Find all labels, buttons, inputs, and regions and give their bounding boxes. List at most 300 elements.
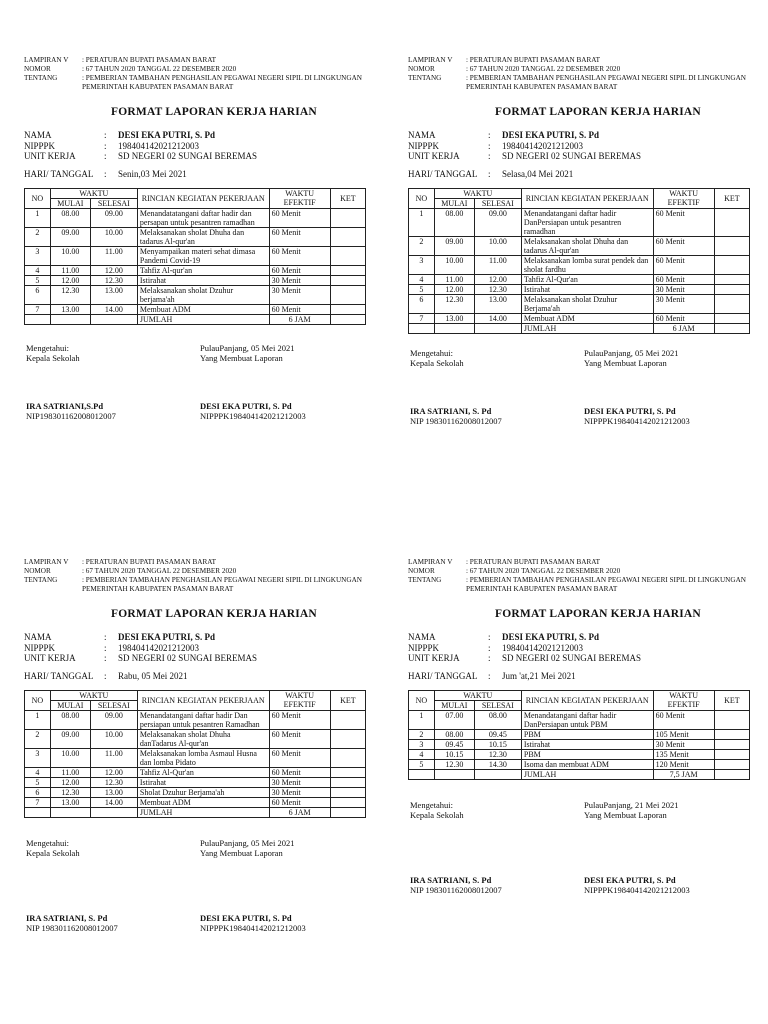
cell-ket: [330, 285, 365, 304]
th-rincian: RINCIAN KEGIATAN PEKERJAAN: [137, 690, 269, 710]
cell-selesai: 14.00: [90, 304, 137, 314]
identity-block: [24, 632, 384, 664]
cell-mulai: 13.00: [50, 797, 90, 807]
cell-blank: [50, 314, 90, 324]
jumlah-label: JUMLAH: [137, 807, 269, 817]
cell-kegiatan: Membuat ADM: [137, 797, 269, 807]
kepsek-name: IRA SATRIANI, S. Pd: [410, 405, 492, 416]
lampiran-value: : PERATURAN BUPATI PASAMAN BARAT: [466, 56, 601, 64]
colon: :: [488, 151, 491, 161]
th-rincian: RINCIAN KEGIATAN PEKERJAAN: [137, 188, 269, 208]
cell-mulai: 11.00: [50, 767, 90, 777]
cell-mulai: 12.00: [50, 275, 90, 285]
th-mulai: MULAI: [434, 198, 474, 208]
identity-block: [408, 130, 768, 162]
hari-label: HARI/ TANGGAL: [408, 670, 478, 681]
place-date: PulauPanjang, 05 Mei 2021: [200, 837, 295, 848]
cell-selesai: 09.45: [474, 729, 521, 739]
cell-selesai: 12.30: [90, 777, 137, 787]
cell-kegiatan: Menandatatangani daftar hadir dan persapan untuk pesantren ramadhan: [137, 208, 269, 227]
colon: :: [104, 642, 107, 653]
table-row: [25, 777, 366, 787]
jumlah-value: 6 JAM: [269, 807, 330, 817]
cell-kegiatan: Melaksanakan sholat Dhuha dan tadarus Al-qur'an: [521, 236, 653, 255]
th-rincian: RINCIAN KEGIATAN PEKERJAAN: [521, 690, 653, 710]
cell-no: 4: [409, 749, 435, 759]
lampiran-value: : PERATURAN BUPATI PASAMAN BARAT: [82, 558, 217, 566]
tentang-label: TENTANG: [24, 74, 58, 82]
cell-selesai: 13.00: [90, 787, 137, 797]
sign-left: [26, 343, 196, 421]
nama-label: NAMA: [24, 632, 52, 642]
sign-left: [26, 838, 196, 933]
report-panel-2: [408, 56, 768, 426]
cell-efektif: 30 Menit: [269, 777, 330, 787]
table-row: [25, 748, 366, 767]
activity-rows: [25, 208, 366, 324]
identity-block: [408, 632, 768, 664]
lampiran-header: [24, 558, 384, 594]
nomor-label: NOMOR: [24, 65, 51, 73]
cell-no: 5: [25, 275, 51, 285]
nip-value: 198404142021212003: [118, 642, 199, 653]
tentang-value: : PEMBERIAN TAMBAHAN PENGHASILAN PEGAWAI NEGERI SIPIL DI LINGKUNGAN PEMERINTAH KABUPATEN PASAMAN BARAT: [466, 74, 746, 91]
cell-efektif: 60 Menit: [269, 208, 330, 227]
pembuat-laporan: Yang Membuat Laporan: [200, 352, 283, 363]
sign-right: [200, 838, 370, 933]
colon: :: [488, 168, 491, 179]
cell-kegiatan: Melaksanakan lomba surat pendek dan sholat fardhu: [521, 255, 653, 274]
report-title: FORMAT LAPORAN KERJA HARIAN: [495, 608, 701, 620]
identity-block: [24, 130, 384, 162]
cell-kegiatan: Istirahat: [521, 739, 653, 749]
mengetahui: Mengetahui:: [410, 347, 453, 358]
cell-blank: [90, 314, 137, 324]
cell-no: 6: [25, 285, 51, 304]
table-row: [409, 710, 750, 729]
table-row: [409, 759, 750, 769]
cell-selesai: 12.30: [474, 749, 521, 759]
tentang-label: TENTANG: [408, 74, 442, 82]
jumlah-row: [409, 769, 750, 779]
cell-kegiatan: Menandatangani daftar hadir Dan persiapan untuk pesantren Ramadhan: [137, 710, 269, 729]
guru-nip: NIPPPK198404142021212003: [584, 415, 690, 426]
cell-selesai: 09.00: [90, 710, 137, 729]
nomor-label: NOMOR: [24, 567, 51, 575]
cell-no: 1: [25, 208, 51, 227]
cell-efektif: 30 Menit: [653, 284, 714, 294]
cell-kegiatan: Istirahat: [137, 275, 269, 285]
nama-value: DESI EKA PUTRI, S. Pd: [502, 632, 600, 642]
hari-value: Jum 'at,21 Mei 2021: [502, 670, 576, 681]
cell-mulai: 10.15: [434, 749, 474, 759]
nomor-value: : 67 TAHUN 2020 TANGGAL 22 DESEMBER 2020: [82, 65, 237, 73]
th-waktu: WAKTU: [434, 188, 521, 198]
cell-blank: [434, 323, 474, 333]
cell-ket: [714, 274, 749, 284]
cell-selesai: 08.00: [474, 710, 521, 729]
nomor-value: : 67 TAHUN 2020 TANGGAL 22 DESEMBER 2020: [82, 567, 237, 575]
cell-ket: [714, 284, 749, 294]
th-mulai: MULAI: [434, 700, 474, 710]
kepsek-nip: NIP 198301162008012007: [26, 922, 118, 933]
nomor-label: NOMOR: [408, 65, 435, 73]
tentang-label: TENTANG: [408, 576, 442, 584]
table-row: [409, 208, 750, 236]
cell-efektif: 60 Menit: [269, 304, 330, 314]
guru-nip: NIPPPK198404142021212003: [200, 922, 306, 933]
table-row: [409, 284, 750, 294]
th-mulai: MULAI: [50, 700, 90, 710]
th-selesai: SELESAI: [474, 198, 521, 208]
cell-selesai: 13.00: [474, 294, 521, 313]
cell-no: 5: [25, 777, 51, 787]
cell-kegiatan: Melaksanakan lomba Asmaul Husna dan lomba Pidato: [137, 748, 269, 767]
cell-no: 6: [25, 787, 51, 797]
cell-ket: [330, 304, 365, 314]
guru-name: DESI EKA PUTRI, S. Pd: [584, 405, 676, 416]
report-panel-1: [24, 56, 384, 421]
cell-selesai: 10.00: [474, 236, 521, 255]
cell-blank: [330, 807, 365, 817]
cell-blank: [409, 769, 435, 779]
cell-kegiatan: Membuat ADM: [521, 313, 653, 323]
cell-blank: [90, 807, 137, 817]
th-efektif: WAKTU EFEKTIF: [269, 188, 330, 208]
cell-no: 1: [409, 208, 435, 236]
cell-no: 3: [25, 748, 51, 767]
cell-kegiatan: Tahfiz Al-qur'an: [137, 265, 269, 275]
cell-kegiatan: Melaksanakan sholat Dhuha danTadarus Al-qur'an: [137, 729, 269, 748]
colon: :: [104, 632, 107, 642]
cell-ket: [714, 759, 749, 769]
th-selesai: SELESAI: [90, 700, 137, 710]
cell-no: 3: [409, 255, 435, 274]
th-no: NO: [25, 690, 51, 710]
cell-no: 7: [25, 797, 51, 807]
cell-mulai: 09.00: [50, 729, 90, 748]
cell-no: 4: [409, 274, 435, 284]
cell-mulai: 12.00: [434, 284, 474, 294]
cell-ket: [714, 236, 749, 255]
kepala-sekolah: Kepala Sekolah: [410, 809, 464, 820]
cell-ket: [330, 787, 365, 797]
guru-name: DESI EKA PUTRI, S. Pd: [584, 874, 676, 885]
unit-label: UNIT KERJA: [24, 151, 76, 161]
cell-kegiatan: Istirahat: [137, 777, 269, 787]
hari-tanggal: [408, 671, 768, 681]
cell-mulai: 12.30: [434, 759, 474, 769]
colon: :: [104, 653, 107, 663]
cell-ket: [330, 227, 365, 246]
table-row: [409, 255, 750, 274]
colon: :: [488, 632, 491, 642]
cell-ket: [330, 275, 365, 285]
activity-table: [24, 188, 366, 325]
lampiran-header: [408, 558, 768, 594]
cell-no: 2: [409, 236, 435, 255]
cell-ket: [330, 777, 365, 787]
cell-efektif: 120 Menit: [653, 759, 714, 769]
cell-kegiatan: PBM: [521, 729, 653, 739]
cell-mulai: 08.00: [50, 208, 90, 227]
place-date: PulauPanjang, 05 Mei 2021: [200, 342, 295, 353]
table-row: [409, 739, 750, 749]
unit-value: SD NEGERI 02 SUNGAI BEREMAS: [118, 151, 258, 161]
colon: :: [104, 130, 107, 140]
cell-kegiatan: Melaksanakan sholat Dzuhur Berjama'ah: [521, 294, 653, 313]
th-selesai: SELESAI: [474, 700, 521, 710]
pembuat-laporan: Yang Membuat Laporan: [584, 809, 667, 820]
table-row: [409, 313, 750, 323]
cell-efektif: 60 Menit: [269, 710, 330, 729]
colon: :: [488, 130, 491, 140]
pembuat-laporan: Yang Membuat Laporan: [584, 357, 667, 368]
report-title: FORMAT LAPORAN KERJA HARIAN: [111, 106, 317, 118]
cell-mulai: 10.00: [50, 246, 90, 265]
cell-ket: [330, 208, 365, 227]
cell-mulai: 09.00: [50, 227, 90, 246]
cell-ket: [714, 313, 749, 323]
report-panel-4: [408, 558, 768, 895]
cell-efektif: 60 Menit: [653, 236, 714, 255]
colon: :: [488, 642, 491, 653]
jumlah-label: JUMLAH: [521, 323, 653, 333]
cell-selesai: 10.00: [90, 227, 137, 246]
activity-table: [408, 690, 750, 780]
nomor-label: NOMOR: [408, 567, 435, 575]
cell-no: 2: [25, 227, 51, 246]
cell-selesai: 13.00: [90, 285, 137, 304]
place-date: PulauPanjang, 05 Mei 2021: [584, 347, 679, 358]
report-panel-3: [24, 558, 384, 933]
hari-label: HARI/ TANGGAL: [24, 670, 94, 681]
cell-no: 7: [25, 304, 51, 314]
cell-kegiatan: Menandatangani daftar hadir DanPersiapan untuk PBM: [521, 710, 653, 729]
cell-mulai: 09.00: [434, 236, 474, 255]
th-efektif: WAKTU EFEKTIF: [269, 690, 330, 710]
cell-blank: [474, 323, 521, 333]
sign-right: [200, 343, 370, 421]
cell-kegiatan: Sholat Dzuhur Berjama'ah: [137, 787, 269, 797]
table-row: [25, 729, 366, 748]
nama-value: DESI EKA PUTRI, S. Pd: [118, 632, 216, 642]
cell-mulai: 07.00: [434, 710, 474, 729]
cell-efektif: 135 Menit: [653, 749, 714, 759]
th-efektif: WAKTU EFEKTIF: [653, 690, 714, 710]
hari-tanggal: [24, 169, 384, 179]
lampiran-label: LAMPIRAN V: [24, 56, 69, 64]
cell-blank: [25, 807, 51, 817]
cell-selesai: 14.30: [474, 759, 521, 769]
cell-ket: [714, 729, 749, 739]
lampiran-header: [408, 56, 768, 92]
jumlah-label: JUMLAH: [137, 314, 269, 324]
jumlah-label: JUMLAH: [521, 769, 653, 779]
unit-label: UNIT KERJA: [408, 151, 460, 161]
sign-left: [410, 348, 580, 426]
colon: :: [488, 670, 491, 681]
cell-efektif: 60 Menit: [653, 710, 714, 729]
cell-ket: [714, 208, 749, 236]
guru-name: DESI EKA PUTRI, S. Pd: [200, 400, 292, 411]
nip-label: NIPPPK: [408, 140, 440, 151]
mengetahui: Mengetahui:: [410, 799, 453, 810]
table-row: [409, 236, 750, 255]
colon: :: [488, 140, 491, 151]
nip-value: 198404142021212003: [118, 140, 199, 151]
nama-label: NAMA: [408, 632, 436, 642]
cell-efektif: 60 Menit: [269, 246, 330, 265]
cell-blank: [714, 323, 749, 333]
th-ket: KET: [330, 188, 365, 208]
cell-selesai: 12.00: [90, 767, 137, 777]
table-row: [409, 729, 750, 739]
cell-blank: [330, 314, 365, 324]
nama-label: NAMA: [408, 130, 436, 140]
cell-kegiatan: Menandatangani daftar hadir DanPersiapan untuk pesantren ramadhan: [521, 208, 653, 236]
mengetahui: Mengetahui:: [26, 342, 69, 353]
cell-kegiatan: PBM: [521, 749, 653, 759]
cell-mulai: 08.00: [434, 208, 474, 236]
cell-selesai: 10.00: [90, 729, 137, 748]
guru-nip: NIPPPK198404142021212003: [200, 410, 306, 421]
cell-efektif: 30 Menit: [269, 787, 330, 797]
jumlah-value: 6 JAM: [653, 323, 714, 333]
report-title: FORMAT LAPORAN KERJA HARIAN: [111, 608, 317, 620]
cell-ket: [330, 710, 365, 729]
nama-value: DESI EKA PUTRI, S. Pd: [118, 130, 216, 140]
lampiran-label: LAMPIRAN V: [408, 558, 453, 566]
table-row: [25, 710, 366, 729]
cell-ket: [714, 710, 749, 729]
cell-kegiatan: Menyampaikan materi sehat dimasa Pandemi Covid-19: [137, 246, 269, 265]
unit-value: SD NEGERI 02 SUNGAI BEREMAS: [502, 653, 642, 663]
nama-value: DESI EKA PUTRI, S. Pd: [502, 130, 600, 140]
hari-tanggal: [408, 169, 768, 179]
nama-label: NAMA: [24, 130, 52, 140]
th-ket: KET: [714, 690, 749, 710]
cell-efektif: 30 Menit: [269, 285, 330, 304]
cell-efektif: 60 Menit: [269, 265, 330, 275]
table-row: [25, 304, 366, 314]
cell-ket: [330, 265, 365, 275]
nip-value: 198404142021212003: [502, 642, 583, 653]
th-ket: KET: [714, 188, 749, 208]
cell-kegiatan: Membuat ADM: [137, 304, 269, 314]
hari-value: Rabu, 05 Mei 2021: [118, 670, 188, 681]
cell-mulai: 13.00: [434, 313, 474, 323]
activity-rows: [409, 710, 750, 779]
table-row: [25, 285, 366, 304]
table-row: [25, 767, 366, 777]
cell-efektif: 60 Menit: [269, 797, 330, 807]
hari-tanggal: [24, 671, 384, 681]
cell-selesai: 09.00: [474, 208, 521, 236]
unit-label: UNIT KERJA: [408, 653, 460, 663]
cell-mulai: 10.00: [50, 748, 90, 767]
lampiran-value: : PERATURAN BUPATI PASAMAN BARAT: [466, 558, 601, 566]
colon: :: [104, 140, 107, 151]
unit-value: SD NEGERI 02 SUNGAI BEREMAS: [502, 151, 642, 161]
cell-no: 3: [409, 739, 435, 749]
table-row: [409, 749, 750, 759]
kepala-sekolah: Kepala Sekolah: [26, 352, 80, 363]
kepsek-name: IRA SATRIANI, S. Pd: [410, 874, 492, 885]
cell-mulai: 09.45: [434, 739, 474, 749]
unit-label: UNIT KERJA: [24, 653, 76, 663]
th-waktu: WAKTU: [50, 188, 137, 198]
jumlah-row: [25, 314, 366, 324]
cell-blank: [714, 769, 749, 779]
nomor-value: : 67 TAHUN 2020 TANGGAL 22 DESEMBER 2020: [466, 567, 621, 575]
cell-selesai: 11.00: [90, 748, 137, 767]
cell-selesai: 12.00: [474, 274, 521, 284]
th-ket: KET: [330, 690, 365, 710]
kepsek-nip: NIP198301162008012007: [26, 410, 116, 421]
lampiran-label: LAMPIRAN V: [408, 56, 453, 64]
jumlah-value: 7,5 JAM: [653, 769, 714, 779]
kepala-sekolah: Kepala Sekolah: [26, 847, 80, 858]
th-waktu: WAKTU: [434, 690, 521, 700]
activity-table: [24, 690, 366, 818]
report-title: FORMAT LAPORAN KERJA HARIAN: [495, 106, 701, 118]
sign-left: [410, 800, 580, 895]
nip-value: 198404142021212003: [502, 140, 583, 151]
cell-no: 4: [25, 265, 51, 275]
cell-ket: [714, 294, 749, 313]
th-no: NO: [25, 188, 51, 208]
sign-right: [584, 348, 754, 426]
cell-no: 2: [409, 729, 435, 739]
hari-value: Senin,03 Mei 2021: [118, 168, 187, 179]
cell-no: 4: [25, 767, 51, 777]
cell-mulai: 08.00: [50, 710, 90, 729]
table-row: [25, 797, 366, 807]
guru-nip: NIPPPK198404142021212003: [584, 884, 690, 895]
cell-selesai: 12.00: [90, 265, 137, 275]
place-date: PulauPanjang, 21 Mei 2021: [584, 799, 679, 810]
cell-mulai: 08.00: [434, 729, 474, 739]
cell-selesai: 09.00: [90, 208, 137, 227]
cell-efektif: 60 Menit: [653, 208, 714, 236]
th-no: NO: [409, 690, 435, 710]
cell-selesai: 11.00: [90, 246, 137, 265]
lampiran-header: [24, 56, 384, 92]
kepsek-nip: NIP 198301162008012007: [410, 415, 502, 426]
table-row: [25, 227, 366, 246]
table-row: [409, 274, 750, 284]
hari-label: HARI/ TANGGAL: [24, 168, 94, 179]
lampiran-label: LAMPIRAN V: [24, 558, 69, 566]
nip-label: NIPPPK: [408, 642, 440, 653]
cell-no: 5: [409, 759, 435, 769]
cell-kegiatan: Melaksanakan sholat Dhuha dan tadarus Al-qur'an: [137, 227, 269, 246]
cell-selesai: 14.00: [90, 797, 137, 807]
colon: :: [488, 653, 491, 663]
cell-ket: [714, 749, 749, 759]
hari-value: Selasa,04 Mei 2021: [502, 168, 574, 179]
cell-ket: [330, 246, 365, 265]
colon: :: [104, 670, 107, 681]
cell-mulai: 12.30: [434, 294, 474, 313]
cell-selesai: 12.30: [474, 284, 521, 294]
cell-efektif: 60 Menit: [269, 227, 330, 246]
cell-mulai: 12.30: [50, 787, 90, 797]
cell-kegiatan: Isoma dan membuat ADM: [521, 759, 653, 769]
table-row: [409, 294, 750, 313]
cell-blank: [409, 323, 435, 333]
